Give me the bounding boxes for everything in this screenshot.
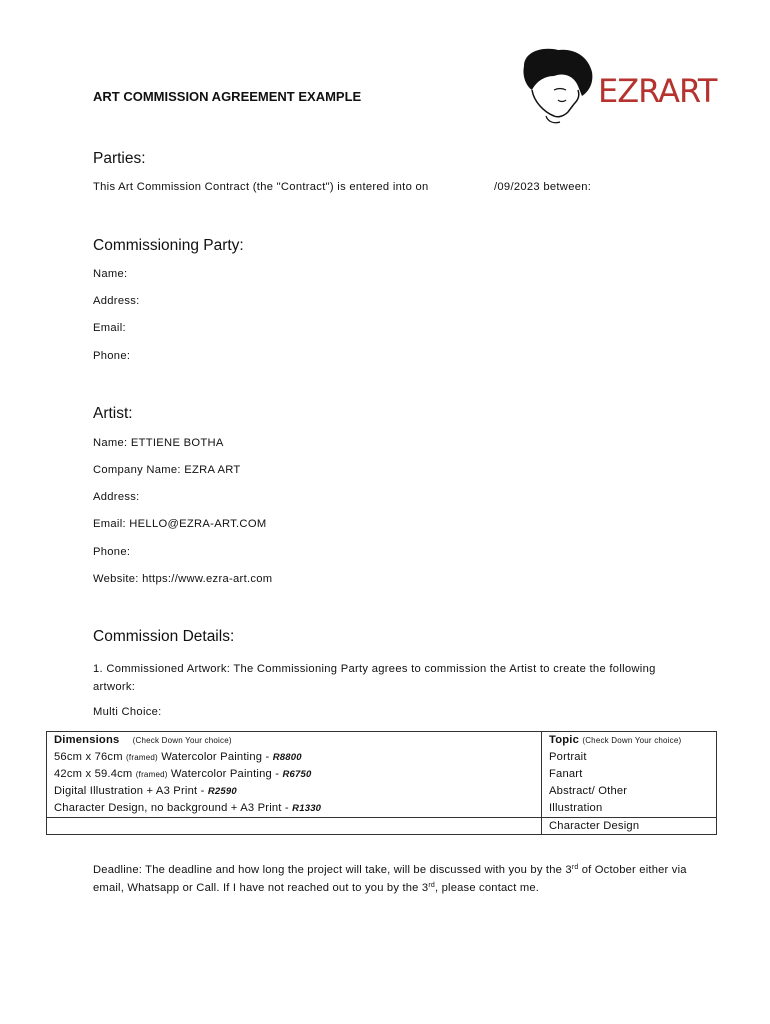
document-title: ART COMMISSION AGREEMENT EXAMPLE xyxy=(93,89,362,104)
artist-name: Name: ETTIENE BOTHA xyxy=(93,437,224,449)
dimension-empty-cell xyxy=(47,818,542,835)
option-desc: Watercolor Painting - xyxy=(161,751,270,763)
topic-option-3[interactable]: Abstract/ Other xyxy=(542,783,717,800)
deadline-part1: Deadline: The deadline and how long the project will take, will be discussed with you by the 3 xyxy=(93,864,572,876)
artist-email: Email: HELLO@EZRA-ART.COM xyxy=(93,518,267,530)
option-framed: (framed) xyxy=(135,770,168,779)
option-desc: Watercolor Painting - xyxy=(170,768,280,780)
artist-heading: Artist: xyxy=(93,405,133,422)
table-row xyxy=(47,749,717,766)
deadline-part2: of October either via email, Whatsapp or Call. If I have not reached out to you by the 3 xyxy=(93,864,687,894)
artist-company: Company Name: EZRA ART xyxy=(93,464,241,476)
dimension-option-4[interactable] xyxy=(47,800,542,818)
logo xyxy=(518,46,717,126)
topic-hint: (Check Down Your choice) xyxy=(582,736,682,745)
commissioned-artwork-text: 1. Commissioned Artwork: The Commissioning Party agrees to commission the Artist to create the following artwork: xyxy=(93,663,656,693)
parties-date: /09/2023 between: xyxy=(494,181,592,193)
topic-option-2[interactable]: Fanart xyxy=(542,766,717,783)
commission-details-heading: Commission Details: xyxy=(93,628,235,645)
dimensions-hint: (Check Down Your choice) xyxy=(132,736,232,745)
artist-address: Address: xyxy=(93,491,140,503)
option-price: R1330 xyxy=(292,803,322,814)
table-row xyxy=(47,800,717,818)
topic-option-5[interactable]: Character Design xyxy=(542,818,717,835)
commissioning-name: Name: xyxy=(93,268,128,280)
option-size: 56cm x 76cm xyxy=(54,751,123,763)
table-header-row xyxy=(47,732,717,750)
commissioning-email: Email: xyxy=(93,322,126,334)
option-framed: (framed) xyxy=(126,753,158,762)
multi-choice-label: Multi Choice: xyxy=(93,706,162,718)
topic-option-1[interactable]: Portrait xyxy=(542,749,717,766)
option-size: 42cm x 59.4cm xyxy=(54,768,133,780)
commissioning-phone: Phone: xyxy=(93,350,131,362)
logo-text: EZRART xyxy=(598,72,717,110)
option-price: R8800 xyxy=(272,752,302,763)
table-row xyxy=(47,818,717,835)
artist-website: Website: https://www.ezra-art.com xyxy=(93,573,273,585)
dimensions-header-cell xyxy=(47,732,542,750)
deadline-sup2: rd xyxy=(428,882,435,889)
commissioning-address: Address: xyxy=(93,295,140,307)
dimension-option-2[interactable] xyxy=(47,766,542,783)
dimensions-header: Dimensions xyxy=(54,734,120,746)
deadline-part3: , please contact me. xyxy=(434,882,540,894)
deadline-text xyxy=(93,861,693,897)
topic-header: Topic xyxy=(549,734,580,746)
option-price: R6750 xyxy=(282,769,312,780)
dimension-option-3[interactable] xyxy=(47,783,542,800)
commissioning-party-heading: Commissioning Party: xyxy=(93,237,244,254)
dimension-option-1[interactable] xyxy=(47,749,542,766)
options-table xyxy=(46,731,717,835)
topic-option-4[interactable]: Illustration xyxy=(542,800,717,818)
parties-text: This Art Commission Contract (the "Contract") is entered into on xyxy=(93,181,429,193)
topic-header-cell xyxy=(542,732,717,750)
option-price: R2590 xyxy=(207,786,237,797)
artist-phone: Phone: xyxy=(93,546,131,558)
table-row xyxy=(47,766,717,783)
option-size: Character Design, no background + A3 Print - xyxy=(54,802,289,814)
option-size: Digital Illustration + A3 Print - xyxy=(54,785,205,797)
logo-face-illustration xyxy=(518,46,598,126)
parties-heading: Parties: xyxy=(93,150,146,167)
table-row xyxy=(47,783,717,800)
deadline-sup1: rd xyxy=(571,864,579,871)
